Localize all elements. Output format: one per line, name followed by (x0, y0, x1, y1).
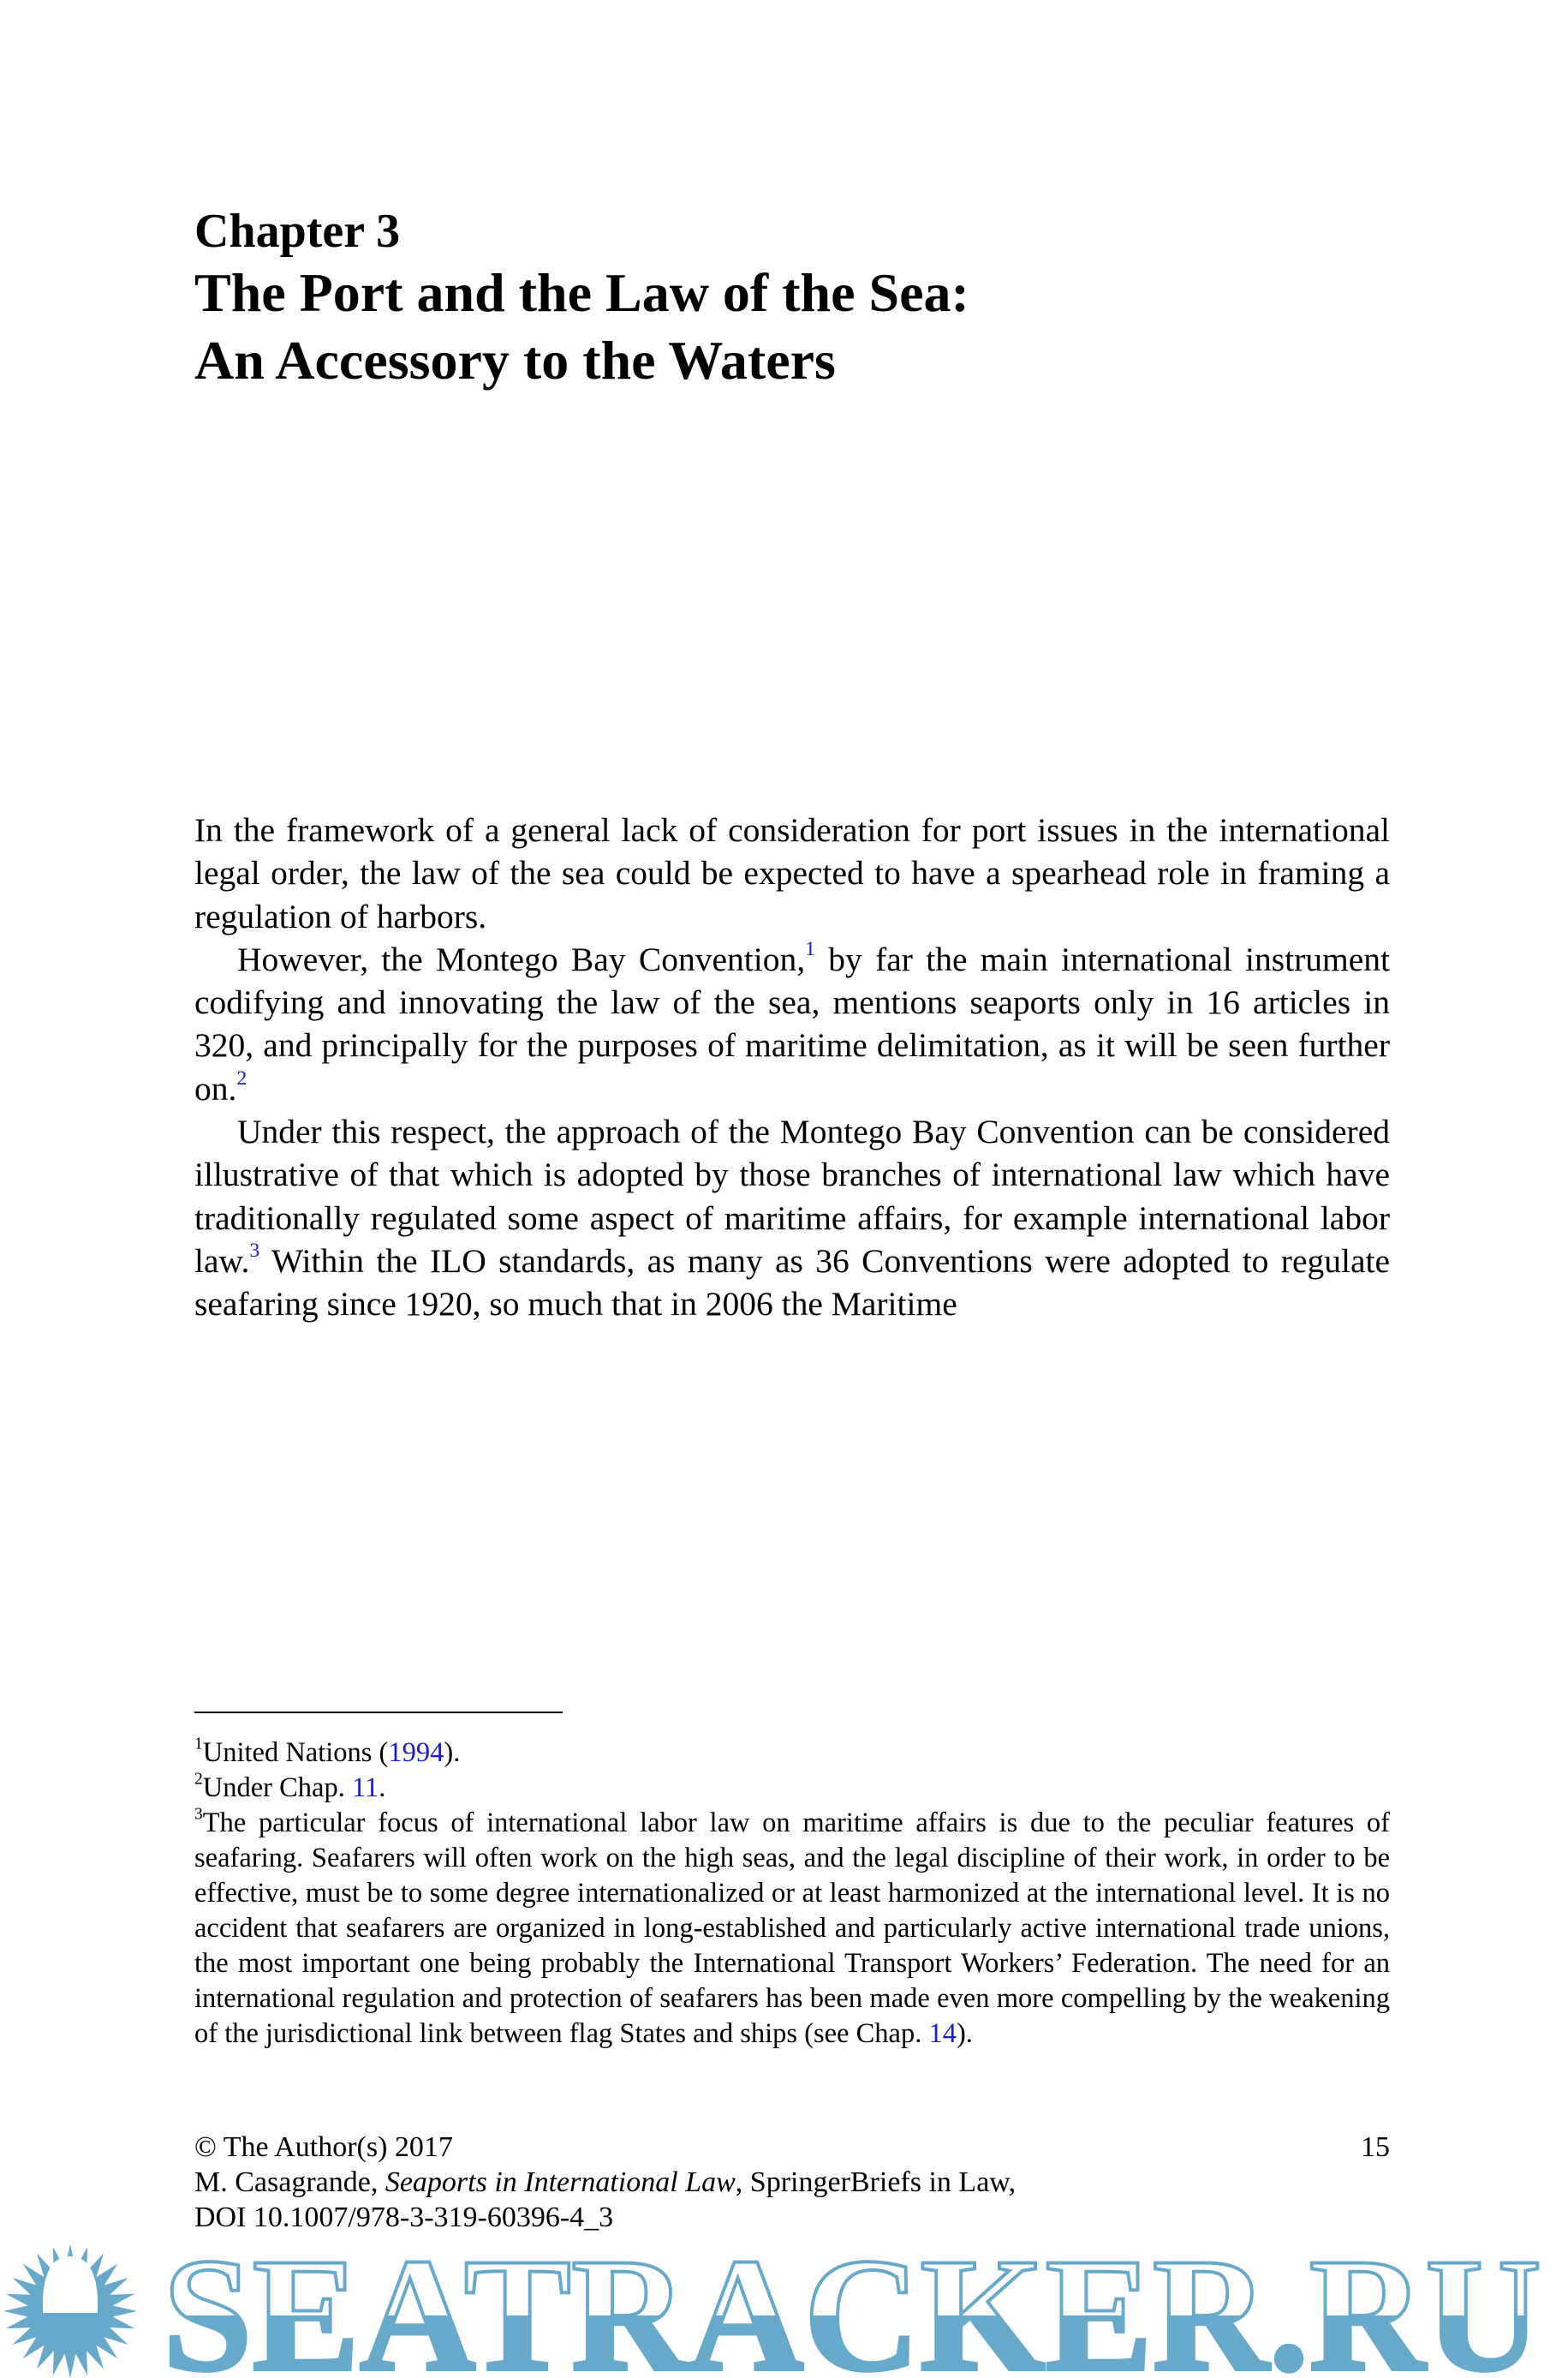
footnote-number: 2 (194, 1770, 203, 1789)
chapter-title-line-2: An Accessory to the Waters (194, 330, 836, 391)
footnote-text: United Nations ( (202, 1737, 389, 1768)
citation (194, 2165, 1390, 2200)
page-footer (194, 2130, 1390, 2235)
paragraph-2 (194, 938, 1390, 1110)
paragraph-3-text-a: Under this respect, the approach of the Montego Bay Convention can be considered illustrative of that which is adopted by those branches of international law which have traditionally regulated some aspect of maritime affairs, for example international labor law. (194, 1113, 1390, 1280)
footnote-text: The particular focus of international labor law on maritime affairs is due to the peculiar features of seafaring. Seafarers will often work on the high seas, and the legal discipline of their work, in order to be effective, must be to some degree internationalized or at least harmonized at the international level. It is no accident that seafarers are organized in long-established and particularly active international trade unions, the most important one being probably the International Transport Workers’ Federation. The need for an international regulation and protection of seafarers has been made even more compelling by the weakening of the jurisdictional link between flag States and ships (see Chap. (194, 1807, 1390, 2049)
watermark-text: SEATRACKER.RU (163, 2243, 1541, 2378)
chapter-label: Chapter 3 (194, 205, 401, 258)
paragraph-2-text-a: However, the Montego Bay Convention, (237, 940, 806, 978)
chapter-link[interactable]: 14 (928, 2018, 957, 2049)
footnote-text: ). (444, 1737, 461, 1768)
footnote-2 (194, 1771, 1390, 1806)
footnotes (194, 1736, 1390, 2052)
paragraph-2-text-b: by far the main international instrument codifying and innovating the law of the sea, mentions seaports only in 16 articles in 320, and principally for the purposes of maritime delimitation, as it will be seen further on. (194, 940, 1391, 1108)
series: , SpringerBriefs in Law, (735, 2166, 1017, 2198)
footnote-number: 3 (194, 1805, 203, 1824)
citation-link[interactable]: 1994 (388, 1737, 444, 1768)
book-title: Seaports in International Law (385, 2166, 736, 2198)
watermark (0, 2243, 1568, 2378)
doi: DOI 10.1007/978-3-319-60396-4_3 (194, 2202, 614, 2233)
footnote-divider (194, 1712, 563, 1713)
footnote-text: . (379, 1772, 386, 1803)
paragraph-3-text-b: Within the ILO standards, as many as 36 Conventions were adopted to regulate seafaring since 1920, so much that in 2006 the Maritime (194, 1241, 1390, 1323)
footnote-text: ). (956, 2018, 973, 2049)
footnote-ref-3[interactable]: 3 (249, 1240, 260, 1263)
footnote-3 (194, 1806, 1390, 2052)
chapter-title-line-1: The Port and the Law of the Sea: (194, 262, 969, 323)
footnote-text: Under Chap. (202, 1772, 352, 1803)
sun-logo-icon (3, 2244, 137, 2378)
copyright: © The Author(s) 2017 (194, 2131, 453, 2163)
author: M. Casagrande, (194, 2166, 385, 2198)
footnote-1 (194, 1736, 1390, 1771)
chapter-title (194, 259, 1393, 394)
footnote-number: 1 (194, 1735, 203, 1754)
footnote-ref-1[interactable]: 1 (805, 938, 815, 961)
body-text (194, 809, 1390, 1326)
page-number: 15 (1361, 2131, 1390, 2163)
paragraph-3 (194, 1110, 1390, 1325)
footnote-ref-2[interactable]: 2 (236, 1067, 247, 1090)
chapter-link[interactable]: 11 (351, 1772, 379, 1803)
paragraph-1: In the framework of a general lack of consideration for port issues in the international legal order, the law of the sea could be expected to have a spearhead role in framing a regulation of harbors. (194, 811, 1390, 935)
